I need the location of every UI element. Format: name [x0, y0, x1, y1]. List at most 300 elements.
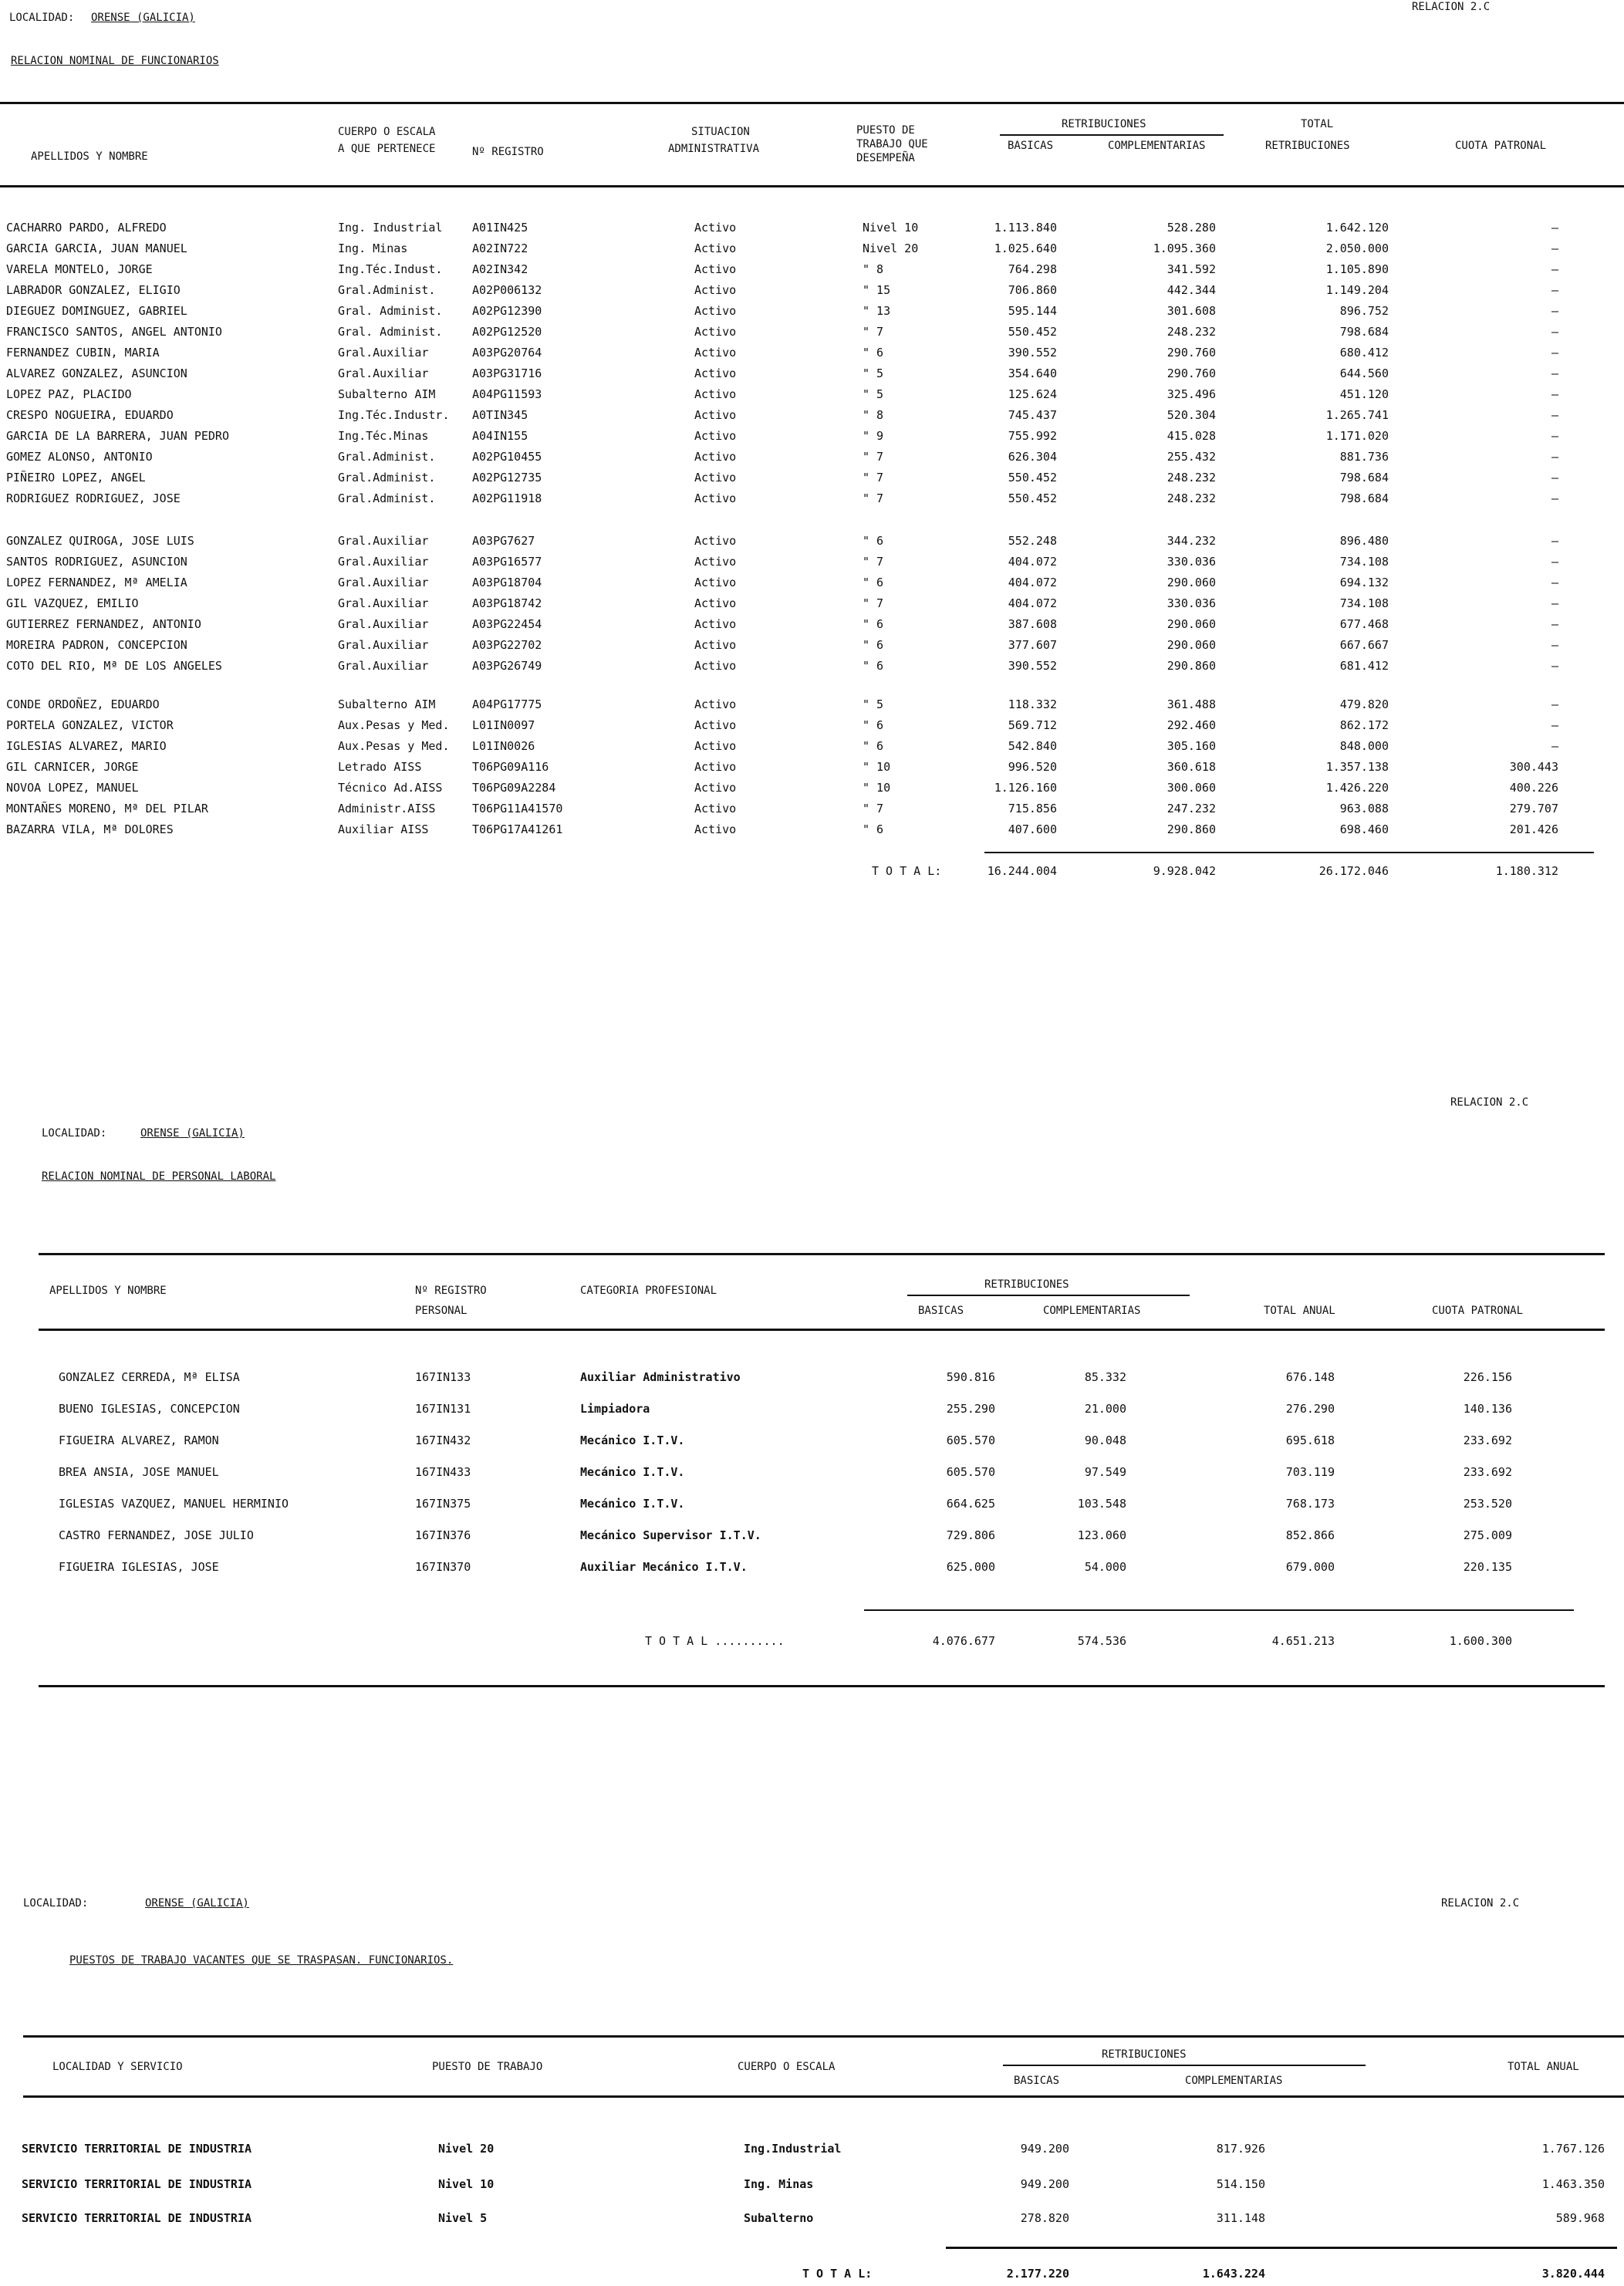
- cell-cuerpo: Ing. Industrial: [338, 221, 443, 235]
- cell-cuerpo: Administr.AISS: [338, 802, 436, 815]
- cell-cuota: —: [1551, 241, 1558, 255]
- cell-basicas: 755.992: [1008, 429, 1057, 443]
- cell-total: 881.736: [1339, 450, 1389, 464]
- cell-situacion: Activo: [694, 471, 737, 485]
- cell-cuota: —: [1551, 491, 1558, 505]
- cell-puesto: " 7: [863, 802, 884, 815]
- cell-basicas: 390.552: [1008, 346, 1057, 360]
- cell-cuota: 233.692: [1463, 1465, 1512, 1479]
- cell-cuota: —: [1551, 450, 1558, 464]
- cell-cuerpo: Técnico Ad.AISS: [338, 781, 443, 795]
- cell-situacion: Activo: [694, 241, 737, 255]
- col-complementarias: COMPLEMENTARIAS: [1043, 1305, 1141, 1317]
- col-cuerpo-1: CUERPO O ESCALA: [338, 126, 436, 138]
- cell-basicas: 377.607: [1008, 638, 1057, 652]
- cell-complementarias: 528.280: [1167, 221, 1216, 235]
- cell-complementarias: 85.332: [1084, 1370, 1126, 1384]
- cell-registro: 167IN133: [415, 1370, 471, 1384]
- cell-basicas: 729.806: [946, 1528, 995, 1542]
- col-puesto-3: DESEMPEÑA: [856, 152, 915, 164]
- total-anual: 4.651.213: [1271, 1634, 1335, 1648]
- cell-cuerpo: Auxiliar AISS: [338, 822, 429, 836]
- cell-total: 677.468: [1339, 617, 1389, 631]
- cell-situacion: Activo: [694, 408, 737, 422]
- col-retribuciones: RETRIBUCIONES: [1062, 118, 1146, 130]
- cell-situacion: Activo: [694, 760, 737, 774]
- cell-registro: 167IN433: [415, 1465, 471, 1479]
- cell-registro: A02PG12390: [472, 304, 542, 318]
- cell-nombre: GIL CARNICER, JORGE: [6, 760, 139, 774]
- relacion-label: RELACION 2.C: [1450, 1096, 1529, 1109]
- cell-situacion: Activo: [694, 304, 737, 318]
- cell-cuota: —: [1551, 221, 1558, 235]
- cell-complementarias: 1.095.360: [1153, 241, 1216, 255]
- cell-situacion: Activo: [694, 617, 737, 631]
- cell-nombre: CACHARRO PARDO, ALFREDO: [6, 221, 167, 235]
- cell-total: 1.642.120: [1325, 221, 1389, 235]
- cell-cuerpo: Gral.Auxiliar: [338, 576, 429, 589]
- cell-basicas: 745.437: [1008, 408, 1057, 422]
- cell-registro: 167IN432: [415, 1433, 471, 1447]
- cell-complementarias: 21.000: [1084, 1402, 1126, 1416]
- col-puesto-1: PUESTO DE: [856, 124, 915, 137]
- cell-registro: A03PG16577: [472, 555, 542, 569]
- cell-total: 276.290: [1285, 1402, 1335, 1416]
- header-rule-top: [39, 1253, 1605, 1255]
- cell-complementarias: 255.432: [1167, 450, 1216, 464]
- cell-total: 768.173: [1285, 1497, 1335, 1511]
- col-total: TOTAL ANUAL: [1264, 1305, 1335, 1317]
- cell-total: 644.560: [1339, 366, 1389, 380]
- col-nombre: APELLIDOS Y NOMBRE: [31, 150, 148, 163]
- cell-cuota: 220.135: [1463, 1560, 1512, 1574]
- cell-cuota: —: [1551, 262, 1558, 276]
- cell-basicas: 569.712: [1008, 718, 1057, 732]
- cell-cuerpo: Gral.Administ.: [338, 283, 436, 297]
- cell-registro: L01IN0026: [472, 739, 535, 753]
- cell-puesto: " 5: [863, 366, 884, 380]
- cell-situacion: Activo: [694, 429, 737, 443]
- cell-basicas: 664.625: [946, 1497, 995, 1511]
- cell-nombre: GIL VAZQUEZ, EMILIO: [6, 596, 139, 610]
- total-cuota: 1.180.312: [1495, 864, 1558, 878]
- col-localidad: LOCALIDAD Y SERVICIO: [52, 2061, 183, 2073]
- total-label: T O T A L:: [872, 864, 942, 878]
- cell-cuerpo: Gral.Auxiliar: [338, 534, 429, 548]
- cell-cuerpo: Gral.Administ.: [338, 471, 436, 485]
- cell-cuota: —: [1551, 534, 1558, 548]
- cell-nombre: GUTIERREZ FERNANDEZ, ANTONIO: [6, 617, 201, 631]
- cell-basicas: 354.640: [1008, 366, 1057, 380]
- cell-complementarias: 54.000: [1084, 1560, 1126, 1574]
- cell-basicas: 404.072: [1008, 576, 1057, 589]
- cell-nombre: IGLESIAS VAZQUEZ, MANUEL HERMINIO: [59, 1497, 289, 1511]
- col-registro-1: Nº REGISTRO: [415, 1285, 487, 1297]
- localidad-label: LOCALIDAD:: [42, 1127, 107, 1140]
- cell-situacion: Activo: [694, 781, 737, 795]
- cell-total: 1.105.890: [1325, 262, 1389, 276]
- col-cuerpo-2: A QUE PERTENECE: [338, 143, 436, 155]
- cell-basicas: 1.025.640: [994, 241, 1057, 255]
- cell-total: 852.866: [1285, 1528, 1335, 1542]
- cell-complementarias: 817.926: [1216, 2142, 1265, 2156]
- cell-total: 1.265.741: [1325, 408, 1389, 422]
- total-label: T O T A L:: [802, 2267, 873, 2281]
- cell-complementarias: 90.048: [1084, 1433, 1126, 1447]
- total-label: T O T A L ..........: [645, 1634, 785, 1648]
- cell-puesto: Nivel 20: [863, 241, 919, 255]
- cell-basicas: 404.072: [1008, 555, 1057, 569]
- cell-cuota: 140.136: [1463, 1402, 1512, 1416]
- cell-puesto: " 13: [863, 304, 891, 318]
- cell-categoria: Limpiadora: [580, 1402, 650, 1416]
- cell-nombre: PORTELA GONZALEZ, VICTOR: [6, 718, 174, 732]
- retrib-rule: [1003, 2065, 1366, 2066]
- total-retribuciones: 26.172.046: [1318, 864, 1389, 878]
- cell-cuota: —: [1551, 429, 1558, 443]
- cell-complementarias: 361.488: [1167, 697, 1216, 711]
- cell-total: 676.148: [1285, 1370, 1335, 1384]
- cell-registro: A0TIN345: [472, 408, 528, 422]
- cell-localidad: SERVICIO TERRITORIAL DE INDUSTRIA: [22, 2177, 252, 2191]
- col-situacion-1: SITUACION: [691, 126, 750, 138]
- cell-nombre: CRESPO NOGUEIRA, EDUARDO: [6, 408, 174, 422]
- cell-registro: 167IN370: [415, 1560, 471, 1574]
- cell-complementarias: 290.060: [1167, 638, 1216, 652]
- col-categoria: CATEGORIA PROFESIONAL: [580, 1285, 717, 1297]
- cell-cuerpo: Gral.Auxiliar: [338, 638, 429, 652]
- cell-puesto: Nivel 20: [438, 2142, 495, 2156]
- cell-puesto: " 6: [863, 576, 884, 589]
- cell-nombre: SANTOS RODRIGUEZ, ASUNCION: [6, 555, 187, 569]
- cell-cuerpo: Ing.Téc.Industr.: [338, 408, 450, 422]
- cell-nombre: GONZALEZ CERREDA, Mª ELISA: [59, 1370, 240, 1384]
- col-puesto: PUESTO DE TRABAJO: [432, 2061, 543, 2073]
- cell-puesto: " 7: [863, 555, 884, 569]
- cell-total: 798.684: [1339, 325, 1389, 339]
- cell-nombre: FERNANDEZ CUBIN, MARIA: [6, 346, 160, 360]
- cell-situacion: Activo: [694, 491, 737, 505]
- cell-registro: A04PG11593: [472, 387, 542, 401]
- cell-categoria: Mecánico I.T.V.: [580, 1497, 685, 1511]
- cell-complementarias: 305.160: [1167, 739, 1216, 753]
- cell-nombre: NOVOA LOPEZ, MANUEL: [6, 781, 139, 795]
- cell-situacion: Activo: [694, 822, 737, 836]
- cell-complementarias: 103.548: [1077, 1497, 1126, 1511]
- cell-total: 479.820: [1339, 697, 1389, 711]
- cell-puesto: Nivel 10: [438, 2177, 495, 2191]
- cell-situacion: Activo: [694, 638, 737, 652]
- cell-nombre: VARELA MONTELO, JORGE: [6, 262, 153, 276]
- cell-total: 798.684: [1339, 471, 1389, 485]
- cell-complementarias: 301.608: [1167, 304, 1216, 318]
- cell-registro: A01IN425: [472, 221, 528, 235]
- cell-registro: A04IN155: [472, 429, 528, 443]
- cell-nombre: RODRIGUEZ RODRIGUEZ, JOSE: [6, 491, 181, 505]
- cell-cuota: —: [1551, 638, 1558, 652]
- cell-basicas: 390.552: [1008, 659, 1057, 673]
- cell-basicas: 764.298: [1008, 262, 1057, 276]
- cell-nombre: FIGUEIRA IGLESIAS, JOSE: [59, 1560, 219, 1574]
- cell-registro: A02P006132: [472, 283, 542, 297]
- cell-nombre: CASTRO FERNANDEZ, JOSE JULIO: [59, 1528, 254, 1542]
- cell-basicas: 949.200: [1020, 2142, 1069, 2156]
- cell-registro: T06PG09A2284: [472, 781, 556, 795]
- col-basicas: BASICAS: [1008, 140, 1054, 152]
- col-total-1: TOTAL: [1301, 118, 1334, 130]
- cell-registro: A03PG26749: [472, 659, 542, 673]
- cell-cuota: —: [1551, 617, 1558, 631]
- cell-cuerpo: Ing. Minas: [338, 241, 408, 255]
- cell-cuerpo: Ing.Industrial: [744, 2142, 842, 2156]
- col-registro-2: PERSONAL: [415, 1305, 468, 1317]
- cell-puesto: " 6: [863, 617, 884, 631]
- cell-situacion: Activo: [694, 555, 737, 569]
- cell-basicas: 715.856: [1008, 802, 1057, 815]
- localidad-value: ORENSE (GALICIA): [145, 1897, 249, 1910]
- cell-total: 1.149.204: [1325, 283, 1389, 297]
- cell-cuota: —: [1551, 596, 1558, 610]
- header-rule-bottom: [39, 1329, 1605, 1331]
- cell-puesto: " 7: [863, 491, 884, 505]
- cell-cuota: 201.426: [1509, 822, 1558, 836]
- cell-cuota: 253.520: [1463, 1497, 1512, 1511]
- cell-basicas: 550.452: [1008, 491, 1057, 505]
- cell-localidad: SERVICIO TERRITORIAL DE INDUSTRIA: [22, 2211, 252, 2225]
- cell-registro: A03PG31716: [472, 366, 542, 380]
- cell-categoria: Mecánico I.T.V.: [580, 1433, 685, 1447]
- cell-cuerpo: Gral. Administ.: [338, 304, 443, 318]
- cell-puesto: " 6: [863, 346, 884, 360]
- cell-registro: L01IN0097: [472, 718, 535, 732]
- cell-complementarias: 330.036: [1167, 555, 1216, 569]
- cell-registro: A02PG10455: [472, 450, 542, 464]
- cell-basicas: 387.608: [1008, 617, 1057, 631]
- total-basicas: 4.076.677: [932, 1634, 995, 1648]
- cell-puesto: " 8: [863, 408, 884, 422]
- cell-nombre: FIGUEIRA ALVAREZ, RAMON: [59, 1433, 219, 1447]
- cell-basicas: 552.248: [1008, 534, 1057, 548]
- cell-total: 1.357.138: [1325, 760, 1389, 774]
- cell-registro: T06PG11A41570: [472, 802, 563, 815]
- cell-categoria: Auxiliar Mecánico I.T.V.: [580, 1560, 748, 1574]
- cell-puesto: " 7: [863, 471, 884, 485]
- cell-basicas: 595.144: [1008, 304, 1057, 318]
- cell-cuota: 275.009: [1463, 1528, 1512, 1542]
- cell-puesto: Nivel 10: [863, 221, 919, 235]
- localidad-label: LOCALIDAD:: [23, 1897, 89, 1910]
- cell-basicas: 1.126.160: [994, 781, 1057, 795]
- cell-cuota: —: [1551, 739, 1558, 753]
- col-situacion-2: ADMINISTRATIVA: [668, 143, 760, 155]
- cell-total: 451.120: [1339, 387, 1389, 401]
- section-subtitle: PUESTOS DE TRABAJO VACANTES QUE SE TRASPASAN. FUNCIONARIOS.: [69, 1954, 454, 1967]
- cell-situacion: Activo: [694, 450, 737, 464]
- col-basicas: BASICAS: [918, 1305, 964, 1317]
- cell-cuota: —: [1551, 346, 1558, 360]
- col-retribuciones: RETRIBUCIONES: [984, 1278, 1069, 1291]
- header-rule-bottom: [0, 185, 1624, 187]
- cell-nombre: BUENO IGLESIAS, CONCEPCION: [59, 1402, 240, 1416]
- cell-situacion: Activo: [694, 739, 737, 753]
- cell-total: 848.000: [1339, 739, 1389, 753]
- cell-categoria: Auxiliar Administrativo: [580, 1370, 741, 1384]
- cell-cuota: —: [1551, 471, 1558, 485]
- cell-cuota: —: [1551, 387, 1558, 401]
- cell-registro: A04PG17775: [472, 697, 542, 711]
- cell-complementarias: 97.549: [1084, 1465, 1126, 1479]
- cell-basicas: 626.304: [1008, 450, 1057, 464]
- cell-nombre: MOREIRA PADRON, CONCEPCION: [6, 638, 187, 652]
- cell-complementarias: 341.592: [1167, 262, 1216, 276]
- col-cuota: CUOTA PATRONAL: [1432, 1305, 1524, 1317]
- col-total-2: RETRIBUCIONES: [1265, 140, 1350, 152]
- cell-situacion: Activo: [694, 596, 737, 610]
- cell-cuerpo: Ing. Minas: [744, 2177, 814, 2191]
- cell-registro: A03PG20764: [472, 346, 542, 360]
- localidad-value: ORENSE (GALICIA): [140, 1127, 245, 1140]
- cell-puesto: " 6: [863, 822, 884, 836]
- cell-cuerpo: Subalterno AIM: [338, 697, 436, 711]
- cell-cuerpo: Subalterno: [744, 2211, 814, 2225]
- cell-total: 798.684: [1339, 491, 1389, 505]
- cell-nombre: COTO DEL RIO, Mª DE LOS ANGELES: [6, 659, 222, 673]
- cell-complementarias: 247.232: [1167, 802, 1216, 815]
- cell-registro: A03PG22702: [472, 638, 542, 652]
- cell-cuota: —: [1551, 697, 1558, 711]
- cell-registro: A02PG12735: [472, 471, 542, 485]
- section-subtitle: RELACION NOMINAL DE PERSONAL LABORAL: [42, 1170, 276, 1183]
- cell-basicas: 118.332: [1008, 697, 1057, 711]
- cell-cuerpo: Ing.Téc.Minas: [338, 429, 429, 443]
- cell-complementarias: 442.344: [1167, 283, 1216, 297]
- cell-registro: T06PG09A116: [472, 760, 549, 774]
- total-complementarias: 1.643.224: [1202, 2267, 1265, 2281]
- cell-complementarias: 514.150: [1216, 2177, 1265, 2191]
- cell-nombre: LABRADOR GONZALEZ, ELIGIO: [6, 283, 181, 297]
- cell-complementarias: 520.304: [1167, 408, 1216, 422]
- cell-total: 963.088: [1339, 802, 1389, 815]
- cell-complementarias: 290.860: [1167, 822, 1216, 836]
- cell-basicas: 550.452: [1008, 325, 1057, 339]
- cell-cuota: —: [1551, 304, 1558, 318]
- total-basicas: 2.177.220: [1006, 2267, 1069, 2281]
- cell-basicas: 407.600: [1008, 822, 1057, 836]
- cell-puesto: " 6: [863, 534, 884, 548]
- cell-basicas: 1.113.840: [994, 221, 1057, 235]
- cell-complementarias: 311.148: [1216, 2211, 1265, 2225]
- total-rule: [864, 1609, 1574, 1611]
- cell-total: 1.171.020: [1325, 429, 1389, 443]
- cell-complementarias: 325.496: [1167, 387, 1216, 401]
- cell-total: 698.460: [1339, 822, 1389, 836]
- cell-complementarias: 344.232: [1167, 534, 1216, 548]
- cell-puesto: " 5: [863, 387, 884, 401]
- relacion-label: RELACION 2.C: [1412, 1, 1491, 13]
- cell-nombre: MONTAÑES MORENO, Mª DEL PILAR: [6, 802, 208, 815]
- cell-puesto: Nivel 5: [438, 2211, 488, 2225]
- col-basicas: BASICAS: [1014, 2075, 1060, 2087]
- cell-complementarias: 415.028: [1167, 429, 1216, 443]
- cell-registro: A03PG18704: [472, 576, 542, 589]
- cell-nombre: BREA ANSIA, JOSE MANUEL: [59, 1465, 219, 1479]
- cell-cuota: —: [1551, 555, 1558, 569]
- cell-nombre: PIÑEIRO LOPEZ, ANGEL: [6, 471, 146, 485]
- cell-cuerpo: Gral. Administ.: [338, 325, 443, 339]
- cell-situacion: Activo: [694, 346, 737, 360]
- cell-cuota: 279.707: [1509, 802, 1558, 815]
- cell-registro: A02PG12520: [472, 325, 542, 339]
- cell-puesto: " 7: [863, 325, 884, 339]
- cell-situacion: Activo: [694, 534, 737, 548]
- cell-registro: A03PG22454: [472, 617, 542, 631]
- cell-localidad: SERVICIO TERRITORIAL DE INDUSTRIA: [22, 2142, 252, 2156]
- cell-basicas: 404.072: [1008, 596, 1057, 610]
- col-retribuciones: RETRIBUCIONES: [1102, 2048, 1187, 2061]
- cell-total: 1.426.220: [1325, 781, 1389, 795]
- col-complementarias: COMPLEMENTARIAS: [1108, 140, 1206, 152]
- cell-complementarias: 360.618: [1167, 760, 1216, 774]
- col-nombre: APELLIDOS Y NOMBRE: [49, 1285, 167, 1297]
- cell-registro: A02IN722: [472, 241, 528, 255]
- cell-cuerpo: Letrado AISS: [338, 760, 422, 774]
- retrib-rule: [907, 1295, 1190, 1296]
- cell-nombre: LOPEZ FERNANDEZ, Mª AMELIA: [6, 576, 187, 589]
- cell-total: 734.108: [1339, 555, 1389, 569]
- cell-puesto: " 10: [863, 760, 891, 774]
- cell-total: 695.618: [1285, 1433, 1335, 1447]
- cell-registro: 167IN131: [415, 1402, 471, 1416]
- cell-puesto: " 7: [863, 450, 884, 464]
- retrib-rule: [1000, 134, 1224, 136]
- cell-total: 896.480: [1339, 534, 1389, 548]
- total-complementarias: 9.928.042: [1153, 864, 1216, 878]
- cell-total: 896.752: [1339, 304, 1389, 318]
- cell-nombre: GONZALEZ QUIROGA, JOSE LUIS: [6, 534, 194, 548]
- cell-complementarias: 123.060: [1077, 1528, 1126, 1542]
- cell-complementarias: 290.060: [1167, 617, 1216, 631]
- localidad-label: LOCALIDAD:: [9, 12, 75, 24]
- cell-cuota: —: [1551, 718, 1558, 732]
- cell-cuerpo: Ing.Téc.Indust.: [338, 262, 443, 276]
- cell-cuerpo: Gral.Administ.: [338, 450, 436, 464]
- cell-basicas: 996.520: [1008, 760, 1057, 774]
- cell-puesto: " 10: [863, 781, 891, 795]
- cell-registro: A02PG11918: [472, 491, 542, 505]
- cell-puesto: " 15: [863, 283, 891, 297]
- col-registro: Nº REGISTRO: [472, 146, 544, 158]
- col-cuerpo: CUERPO O ESCALA: [738, 2061, 836, 2073]
- cell-basicas: 605.570: [946, 1433, 995, 1447]
- cell-cuota: —: [1551, 325, 1558, 339]
- cell-basicas: 706.860: [1008, 283, 1057, 297]
- total-complementarias: 574.536: [1077, 1634, 1126, 1648]
- cell-situacion: Activo: [694, 325, 737, 339]
- cell-cuerpo: Aux.Pesas y Med.: [338, 718, 450, 732]
- cell-puesto: " 5: [863, 697, 884, 711]
- header-rule-top: [0, 102, 1624, 104]
- cell-cuota: —: [1551, 408, 1558, 422]
- cell-registro: A02IN342: [472, 262, 528, 276]
- cell-basicas: 125.624: [1008, 387, 1057, 401]
- localidad-value: ORENSE (GALICIA): [91, 12, 195, 24]
- cell-registro: T06PG17A41261: [472, 822, 563, 836]
- cell-categoria: Mecánico Supervisor I.T.V.: [580, 1528, 761, 1542]
- cell-cuerpo: Subalterno AIM: [338, 387, 436, 401]
- cell-total: 2.050.000: [1325, 241, 1389, 255]
- cell-complementarias: 300.060: [1167, 781, 1216, 795]
- cell-registro: A03PG7627: [472, 534, 535, 548]
